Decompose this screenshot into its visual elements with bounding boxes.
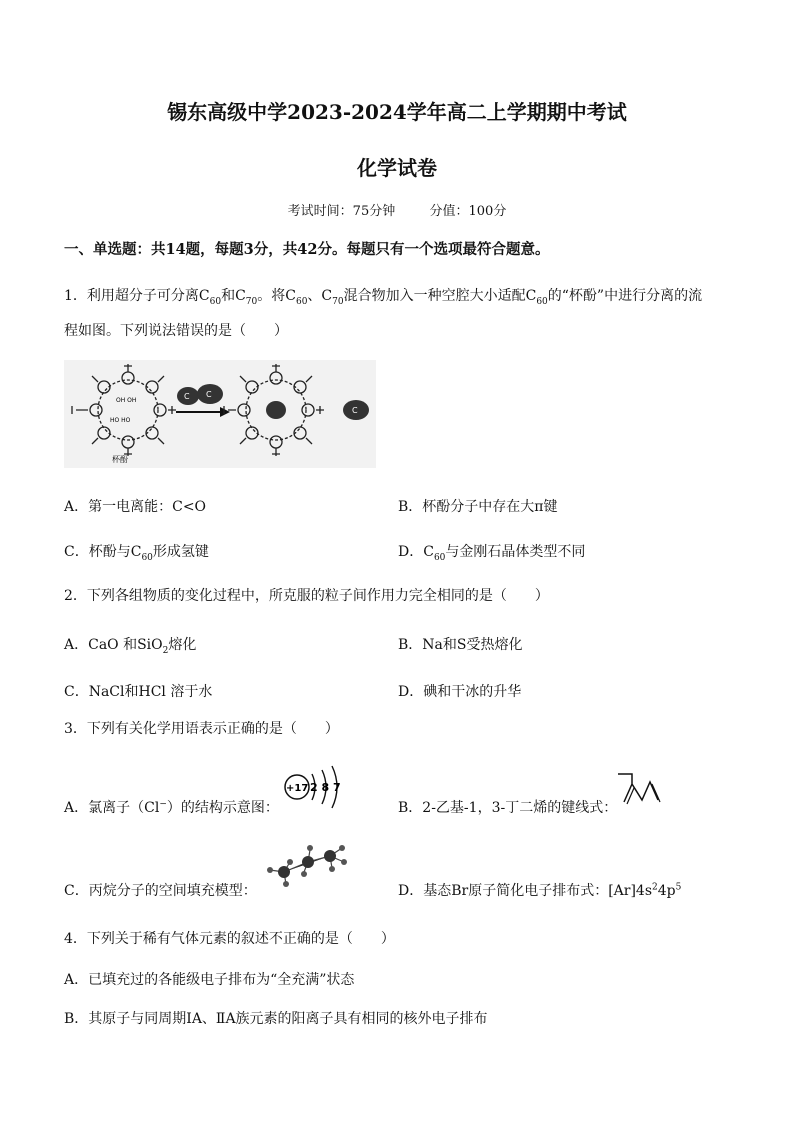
- exam-subtitle: 化学试卷: [357, 156, 437, 180]
- q2-option-b[interactable]: B．Na和S受热熔化: [398, 637, 523, 653]
- q1-option-b[interactable]: B．杯酚分子中存在大π键: [398, 499, 558, 515]
- q1-option-c[interactable]: C．杯酚与$C_{60}$形成氢键: [64, 544, 209, 563]
- q3-option-b[interactable]: B．2-乙基-1，3-丁二烯的键线式：: [398, 800, 618, 816]
- q3-option-a[interactable]: A．氯离子（Cl−）的结构示意图：: [64, 799, 279, 816]
- exam-score: 分值：100分: [429, 204, 507, 219]
- svg-text:C: C: [352, 406, 358, 415]
- fig-label: 杯酚: [112, 455, 128, 464]
- cl-ion-diagram: [282, 760, 352, 814]
- skeletal-formula: [612, 770, 662, 810]
- question-2-stem: 2．下列各组物质的变化过程中，所克服的粒子间作用力完全相同的是（ ）: [64, 588, 549, 604]
- section-heading: 一、单选题：共14题，每题3分，共42分。每题只有一个选项最符合题意。: [64, 241, 550, 258]
- exam-info: [0, 200, 794, 219]
- exam-title: 锡东高级中学2023-2024学年高二上学期期中考试: [167, 100, 627, 124]
- exam-time: 考试时间：75分钟: [287, 204, 396, 219]
- q2-option-a[interactable]: A．CaO 和SiO$_2$熔化: [64, 637, 197, 656]
- q1-option-a[interactable]: A．第一电离能：C<O: [64, 499, 207, 515]
- svg-text:C: C: [184, 392, 190, 401]
- svg-text:HO HO: HO HO: [110, 417, 131, 424]
- svg-text:OH OH: OH OH: [116, 397, 137, 404]
- propane-model: [264, 836, 350, 888]
- q3-option-d[interactable]: D．基态Br原子简化电子排布式：$[Ar]4s^24p^5$: [398, 882, 682, 899]
- q4-option-a[interactable]: A．已填充过的各能级电子排布为“全充满”状态: [64, 972, 355, 988]
- svg-text:C: C: [206, 390, 212, 399]
- q2-option-c[interactable]: C．NaCl和HCl 溶于水: [64, 684, 213, 700]
- q1-option-d[interactable]: D．$C_{60}$与金刚石晶体类型不同: [398, 544, 586, 563]
- svg-text:+17: +17: [286, 783, 309, 794]
- q4-option-b[interactable]: B．其原子与同周期ⅠA、ⅡA族元素的阳离子具有相同的核外电子排布: [64, 1011, 488, 1027]
- q2-option-d[interactable]: D．碘和干冰的升华: [398, 684, 522, 700]
- question-4-stem: 4．下列关于稀有气体元素的叙述不正确的是（ ）: [64, 931, 395, 947]
- q3-option-c[interactable]: C．丙烷分子的空间填充模型：: [64, 883, 257, 899]
- calixarene-figure: [64, 360, 376, 468]
- svg-text:2 8 7: 2 8 7: [310, 781, 341, 794]
- question-3-stem: 3．下列有关化学用语表示正确的是（ ）: [64, 721, 339, 737]
- question-1-stem: 1．利用超分子可分离$C_{60}$和$C_{70}$。将$C_{60}$、$C_{70}$混合物加入一种空腔大小适配$C_{60}$的“杯酚”中进行分离的流 程如图。下列说法错误的是（ ）: [64, 288, 703, 339]
